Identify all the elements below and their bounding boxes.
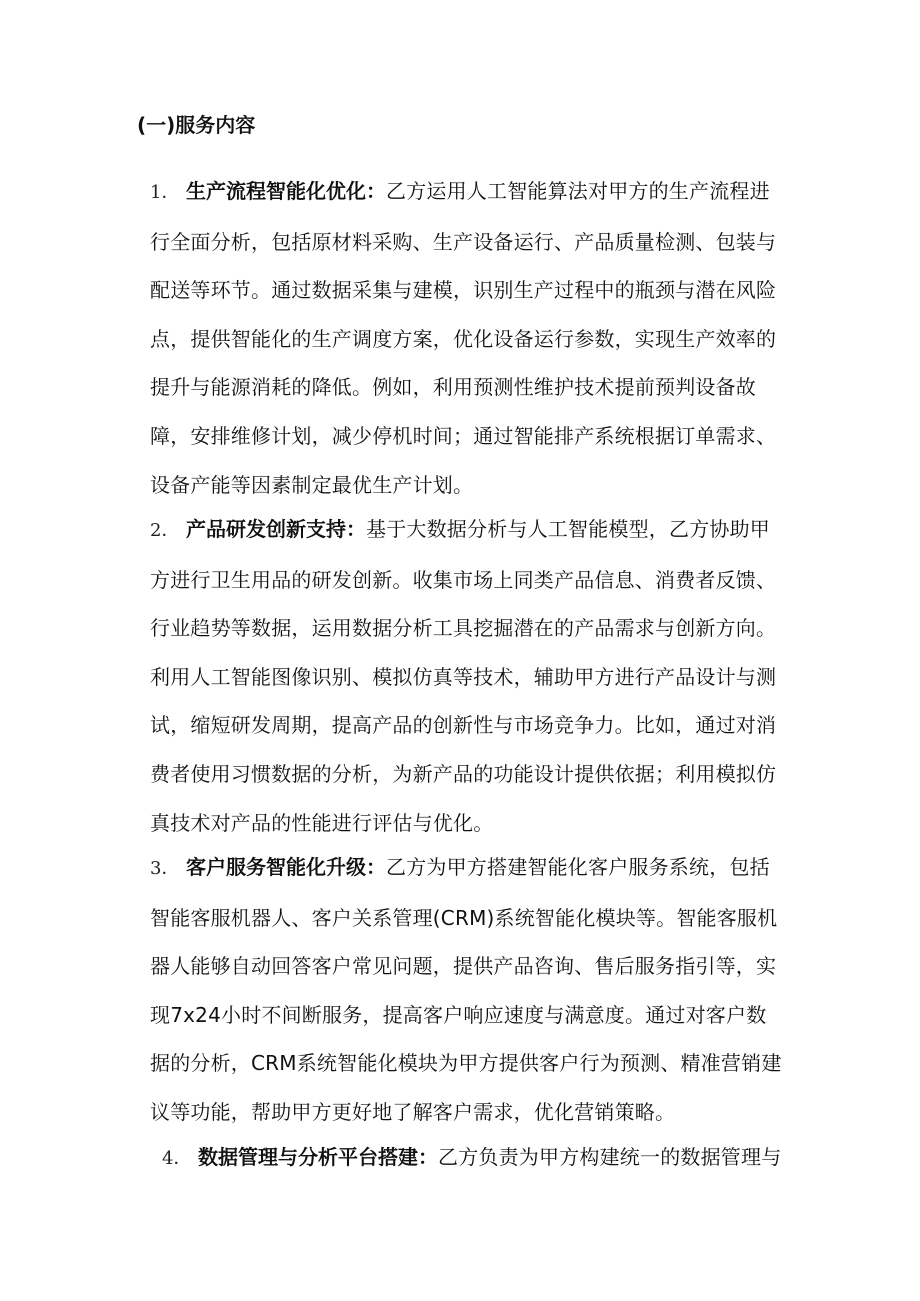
service-item-1 bbox=[150, 167, 786, 509]
item-text: 基于大数据分析与人工智能模型，乙方协助甲方进行卫生用品的研发创新。收集市场上同类产品信息、消费者反馈、行业趋势等数据，运用数据分析工具挖掘潜在的产品需求与创新方向。利用人工智能图像识别、模拟仿真等技术，辅助甲方进行产品设计与测试，缩短研发周期，提高产品的创新性与市场竞争力。比如，通过对消费者使用习惯数据的分析，为新产品的功能设计提供依据；利用模拟仿真技术对产品的性能进行评估与优化。 bbox=[150, 517, 777, 835]
item-title: 数据管理与分析平台搭建： bbox=[198, 1145, 438, 1169]
item-number: 3． bbox=[150, 858, 180, 879]
service-item-3 bbox=[150, 843, 786, 1137]
item-number: 1． bbox=[150, 182, 180, 203]
item-number: 2． bbox=[150, 520, 180, 541]
item-text: 乙方运用人工智能算法对甲方的生产流程进行全面分析，包括原材料采购、生产设备运行、产品质量检测、包装与配送等环节。通过数据采集与建模，识别生产过程中的瓶颈与潜在风险点，提供智能化的生产调度方案，优化设备运行参数，实现生产效率的提升与能源消耗的降低。例如，利用预测性维护技术提前预判设备故障，安排维修计划，减少停机时间；通过智能排产系统根据订单需求、设备产能等因素制定最优生产计划。 bbox=[150, 179, 777, 497]
section-heading: (一)服务内容 bbox=[137, 113, 256, 137]
item-title: 客户服务智能化升级： bbox=[186, 855, 386, 879]
item-number: 4． bbox=[162, 1148, 192, 1169]
item-text: 乙方为甲方搭建智能化客户服务系统，包括智能客服机器人、客户关系管理(CRM)系统智能化模块等。智能客服机器人能够自动回答客户常见问题，提供产品咨询、售后服务指引等，实现7x24小时不间断服务，提高客户响应速度与满意度。通过对客户数据的分析，CRM系统智能化模块为甲方提供客户行为预测、精准营销建议等功能，帮助甲方更好地了解客户需求，优化营销策略。 bbox=[150, 855, 782, 1124]
item-title: 产品研发创新支持： bbox=[186, 517, 366, 541]
item-title: 生产流程智能化优化： bbox=[186, 179, 386, 203]
service-item-4 bbox=[162, 1133, 798, 1184]
service-item-2 bbox=[150, 505, 786, 847]
item-text: 乙方负责为甲方构建统一的数据管理与 bbox=[438, 1145, 782, 1169]
